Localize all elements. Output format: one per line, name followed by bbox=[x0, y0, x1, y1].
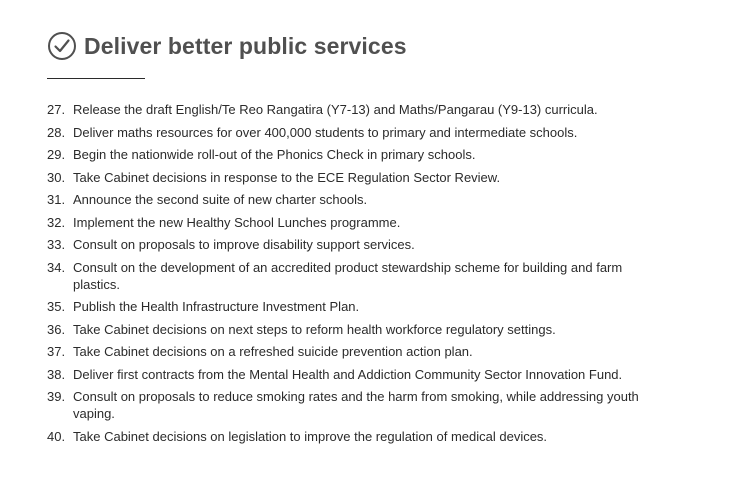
list-item bbox=[47, 321, 647, 338]
item-number: 30. bbox=[47, 169, 66, 185]
item-number: 29. bbox=[47, 147, 66, 162]
item-number: 37. bbox=[47, 344, 66, 359]
list-item bbox=[47, 236, 647, 253]
item-number: 34. bbox=[47, 259, 66, 275]
item-number: 32. bbox=[47, 214, 66, 230]
item-number: 33. bbox=[47, 237, 66, 252]
list-item bbox=[47, 388, 647, 422]
list-item bbox=[47, 191, 647, 208]
section-header bbox=[47, 31, 407, 61]
item-text: Take Cabinet decisions in response to the ECE Regulation Sector Review. bbox=[73, 169, 501, 185]
item-text: Consult on proposals to reduce smoking rates and the harm from smoking, while addressing youth vaping. bbox=[73, 389, 639, 421]
list-item bbox=[47, 298, 647, 315]
list-item bbox=[47, 169, 647, 186]
item-text: Consult on proposals to improve disability support services. bbox=[73, 237, 415, 252]
item-number: 38. bbox=[47, 366, 66, 382]
list-item bbox=[47, 124, 647, 141]
section-title: Deliver better public services bbox=[84, 32, 407, 59]
list-item bbox=[47, 428, 647, 445]
item-text: Consult on the development of an accredited product stewardship scheme for building and farm plastics. bbox=[73, 259, 623, 292]
list-item bbox=[47, 366, 647, 383]
item-number: 31. bbox=[47, 192, 66, 207]
list-item bbox=[47, 259, 647, 293]
list-item bbox=[47, 343, 647, 360]
item-text: Take Cabinet decisions on legislation to improve the regulation of medical devices. bbox=[73, 428, 548, 444]
item-number: 35. bbox=[47, 299, 66, 314]
item-number: 27. bbox=[47, 102, 66, 117]
item-text: Take Cabinet decisions on next steps to reform health workforce regulatory settings. bbox=[73, 321, 556, 337]
item-text: Take Cabinet decisions on a refreshed suicide prevention action plan. bbox=[73, 344, 473, 359]
check-circle-icon bbox=[47, 31, 77, 61]
item-text: Implement the new Healthy School Lunches programme. bbox=[73, 214, 401, 230]
item-text: Begin the nationwide roll-out of the Phonics Check in primary schools. bbox=[73, 147, 476, 162]
item-text: Publish the Health Infrastructure Investment Plan. bbox=[73, 299, 360, 314]
item-text: Announce the second suite of new charter schools. bbox=[73, 192, 368, 207]
item-text: Deliver first contracts from the Mental Health and Addiction Community Sector Innovation Fund. bbox=[73, 366, 623, 382]
item-number: 36. bbox=[47, 321, 66, 337]
item-number: 28. bbox=[47, 124, 66, 140]
list-item bbox=[47, 214, 647, 231]
list-item bbox=[47, 101, 647, 118]
action-list bbox=[47, 101, 647, 450]
item-number: 39. bbox=[47, 389, 66, 404]
title-divider bbox=[47, 78, 145, 79]
list-item bbox=[47, 146, 647, 163]
item-number: 40. bbox=[47, 428, 66, 444]
item-text: Deliver maths resources for over 400,000 students to primary and intermediate schools. bbox=[73, 124, 578, 140]
item-text: Release the draft English/Te Reo Rangatira (Y7-13) and Maths/Pangarau (Y9-13) curricula. bbox=[73, 102, 598, 117]
